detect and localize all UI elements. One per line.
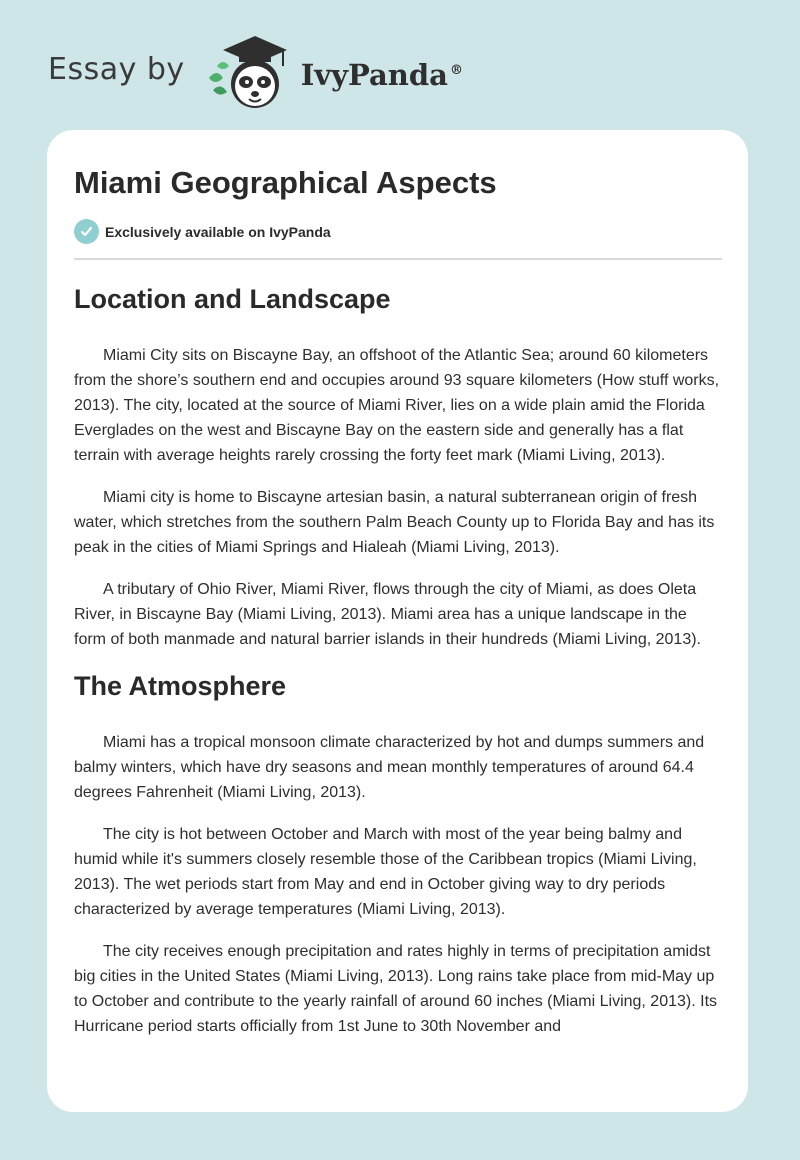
registered-mark: ® bbox=[449, 63, 463, 79]
ivypanda-logo-icon[interactable] bbox=[203, 32, 295, 112]
page-title: Miami Geographical Aspects bbox=[74, 165, 497, 200]
site-header bbox=[48, 32, 463, 112]
paragraph: The city receives enough precipitation and rates highly in terms of precipitation amidst big cities in the United States (Miami Living, 2013). Long rains take place from mid-May up to October and contribute to the yearly rainfall of around 60 inches (Miami Living, 2013). Its Hurricane period starts officially from 1st June to 30th November and bbox=[74, 943, 718, 1036]
check-circle-icon bbox=[74, 219, 99, 244]
paragraph: Miami city is home to Biscayne artesian basin, a natural subterranean origin of fresh water, which stretches from the southern Palm Beach County up to Florida Bay and has its peak in the cities of Miami Springs and Hialeah (Miami Living, 2013). bbox=[74, 489, 715, 557]
essay-card bbox=[47, 130, 748, 1112]
section-heading-atmosphere: The Atmosphere bbox=[74, 671, 287, 702]
section-body-location bbox=[74, 343, 722, 652]
section-body-atmosphere bbox=[74, 730, 722, 1039]
brand-name-text: IvyPanda bbox=[300, 58, 448, 92]
divider bbox=[74, 258, 722, 260]
section-heading-location: Location and Landscape bbox=[74, 284, 391, 315]
brand-prefix: Essay by bbox=[48, 51, 185, 87]
paragraph: The city is hot between October and March with most of the year being balmy and humid while it's summers closely resemble those of the Caribbean tropics (Miami Living, 2013). The wet periods start from May and end in October giving way to dry periods characterized by average temperatures (Miami Living, 2013). bbox=[74, 826, 697, 919]
badge-label: Exclusively available on IvyPanda bbox=[105, 223, 331, 240]
paragraph: Miami has a tropical monsoon climate characterized by hot and dumps summers and balmy winters, which have dry seasons and mean monthly temperatures of around 64.4 degrees Fahrenheit (Miami Living, 2013). bbox=[74, 734, 705, 802]
exclusive-badge bbox=[74, 219, 722, 244]
brand-name bbox=[301, 58, 463, 92]
paragraph: Miami City sits on Biscayne Bay, an offshoot of the Atlantic Sea; around 60 kilometers from the shore’s southern end and occupies around 93 square kilometers (How stuff works, 2013). The city, located at the source of Miami River, lies on a wide plain amid the Florida Everglades on the west and Biscayne Bay on the eastern side and generally has a flat terrain with average heights rarely crossing the forty feet mark (Miami Living, 2013). bbox=[74, 347, 720, 465]
paragraph: A tributary of Ohio River, Miami River, flows through the city of Miami, as does Oleta River, in Biscayne Bay (Miami Living, 2013). Miami area has a unique landscape in the form of both manmade and natural barrier islands in their hundreds (Miami Living, 2013). bbox=[74, 581, 701, 649]
